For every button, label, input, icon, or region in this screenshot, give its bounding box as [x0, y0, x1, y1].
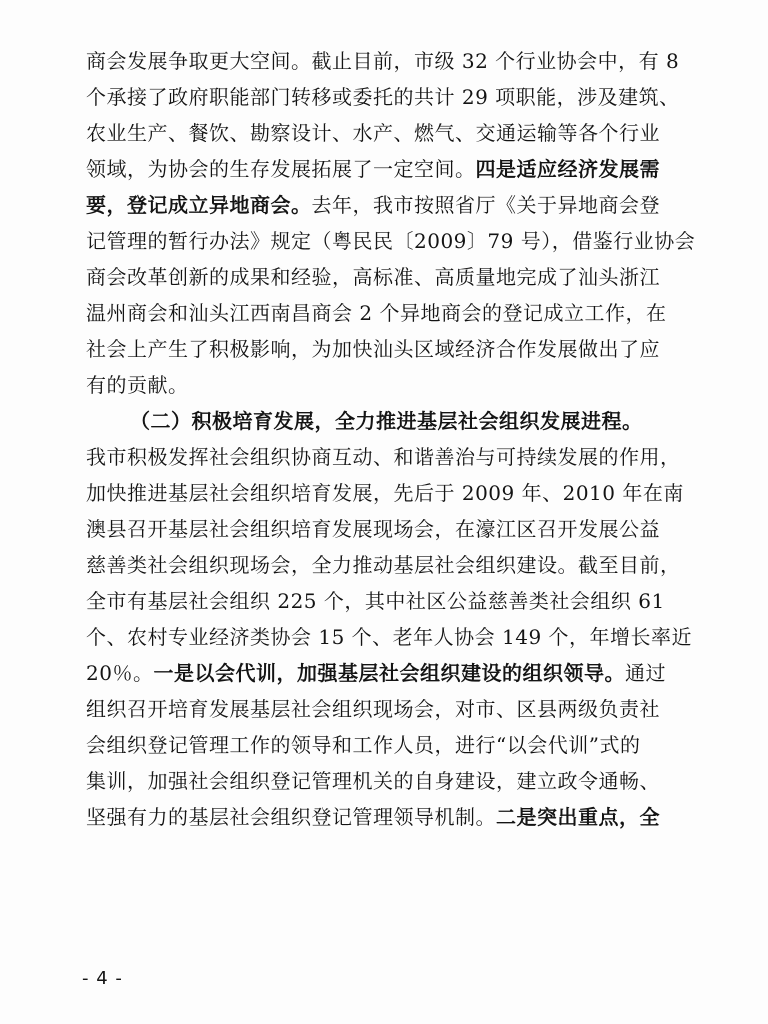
bold-text-segment: 一是以会代训，加强基层社会组织建设的组织领导。 [153, 661, 625, 685]
text-line [86, 547, 696, 583]
text-segment: 商会发展争取更大空间。截止目前，市级 32 个行业协会中，有 8 [86, 49, 680, 73]
text-segment: 我市积极发挥社会组织协商互动、和谐善治与可持续发展的作用， [86, 445, 681, 469]
text-line [86, 151, 696, 187]
bold-text-segment: 二是突出重点，全 [496, 805, 660, 829]
text-line [86, 763, 696, 799]
text-line [86, 691, 696, 727]
text-line [86, 439, 696, 475]
text-line [86, 331, 696, 367]
text-line [86, 79, 696, 115]
text-line [86, 583, 696, 619]
text-segment: 通过 [624, 661, 666, 685]
text-line [86, 259, 696, 295]
text-line [86, 295, 696, 331]
text-segment: 记管理的暂行办法》规定（粤民民〔2009〕79 号），借鉴行业协会 [86, 229, 696, 253]
text-segment: 全市有基层社会组织 225 个，其中社区公益慈善类社会组织 61 [86, 589, 665, 613]
text-line [86, 619, 696, 655]
text-line [86, 187, 696, 223]
text-segment: 20％。 [86, 661, 154, 685]
text-segment: 社会上产生了积极影响，为加快汕头区域经济合作发展做出了应 [86, 337, 660, 361]
text-segment: 坚强有力的基层社会组织登记管理领导机制。 [86, 805, 496, 829]
text-segment: 会组织登记管理工作的领导和工作人员，进行“以会代训”式的 [86, 733, 641, 757]
text-segment: 集训，加强社会组织登记管理机关的自身建设，建立政令通畅、 [86, 769, 660, 793]
text-line [86, 799, 696, 835]
text-segment: 去年，我市按照省厅《关于异地商会登 [311, 193, 660, 217]
bold-text-segment: 四是适应经济发展需 [475, 157, 660, 181]
text-line [86, 367, 696, 403]
text-segment: 加快推进基层社会组织培育发展，先后于 2009 年、2010 年在南 [86, 481, 684, 505]
text-line [86, 727, 696, 763]
text-line [86, 655, 696, 691]
bold-text-segment: 要，登记成立异地商会。 [86, 193, 312, 217]
text-segment: 组织召开培育发展基层社会组织现场会，对市、区县两级负责社 [86, 697, 660, 721]
text-segment: 个承接了政府职能部门转移或委托的共计 29 项职能，涉及建筑、 [86, 85, 680, 109]
text-segment: 商会改革创新的成果和经验，高标准、高质量地完成了汕头浙江 [86, 265, 660, 289]
text-line [86, 223, 696, 259]
text-segment: 农业生产、餐饮、勘察设计、水产、燃气、交通运输等各个行业 [86, 121, 660, 145]
page-number: - 4 - [82, 968, 123, 989]
text-segment: 慈善类社会组织现场会，全力推动基层社会组织建设。截至目前， [86, 553, 681, 577]
text-line [86, 115, 696, 151]
text-line [86, 475, 696, 511]
text-segment: 澳县召开基层社会组织培育发展现场会，在濠江区召开发展公益 [86, 517, 660, 541]
text-segment: 个、农村专业经济类协会 15 个、老年人协会 149 个，年增长率近 [86, 625, 693, 649]
body-text [86, 43, 696, 835]
text-segment: 温州商会和汕头江西南昌商会 2 个异地商会的登记成立工作，在 [86, 301, 667, 325]
bold-text-segment: （二）积极培育发展，全力推进基层社会组织发展进程。 [130, 409, 643, 433]
text-line [86, 43, 696, 79]
text-segment: 有的贡献。 [86, 373, 189, 397]
text-line [86, 511, 696, 547]
text-segment: 领域，为协会的生存发展拓展了一定空间。 [86, 157, 476, 181]
text-line [86, 403, 696, 439]
